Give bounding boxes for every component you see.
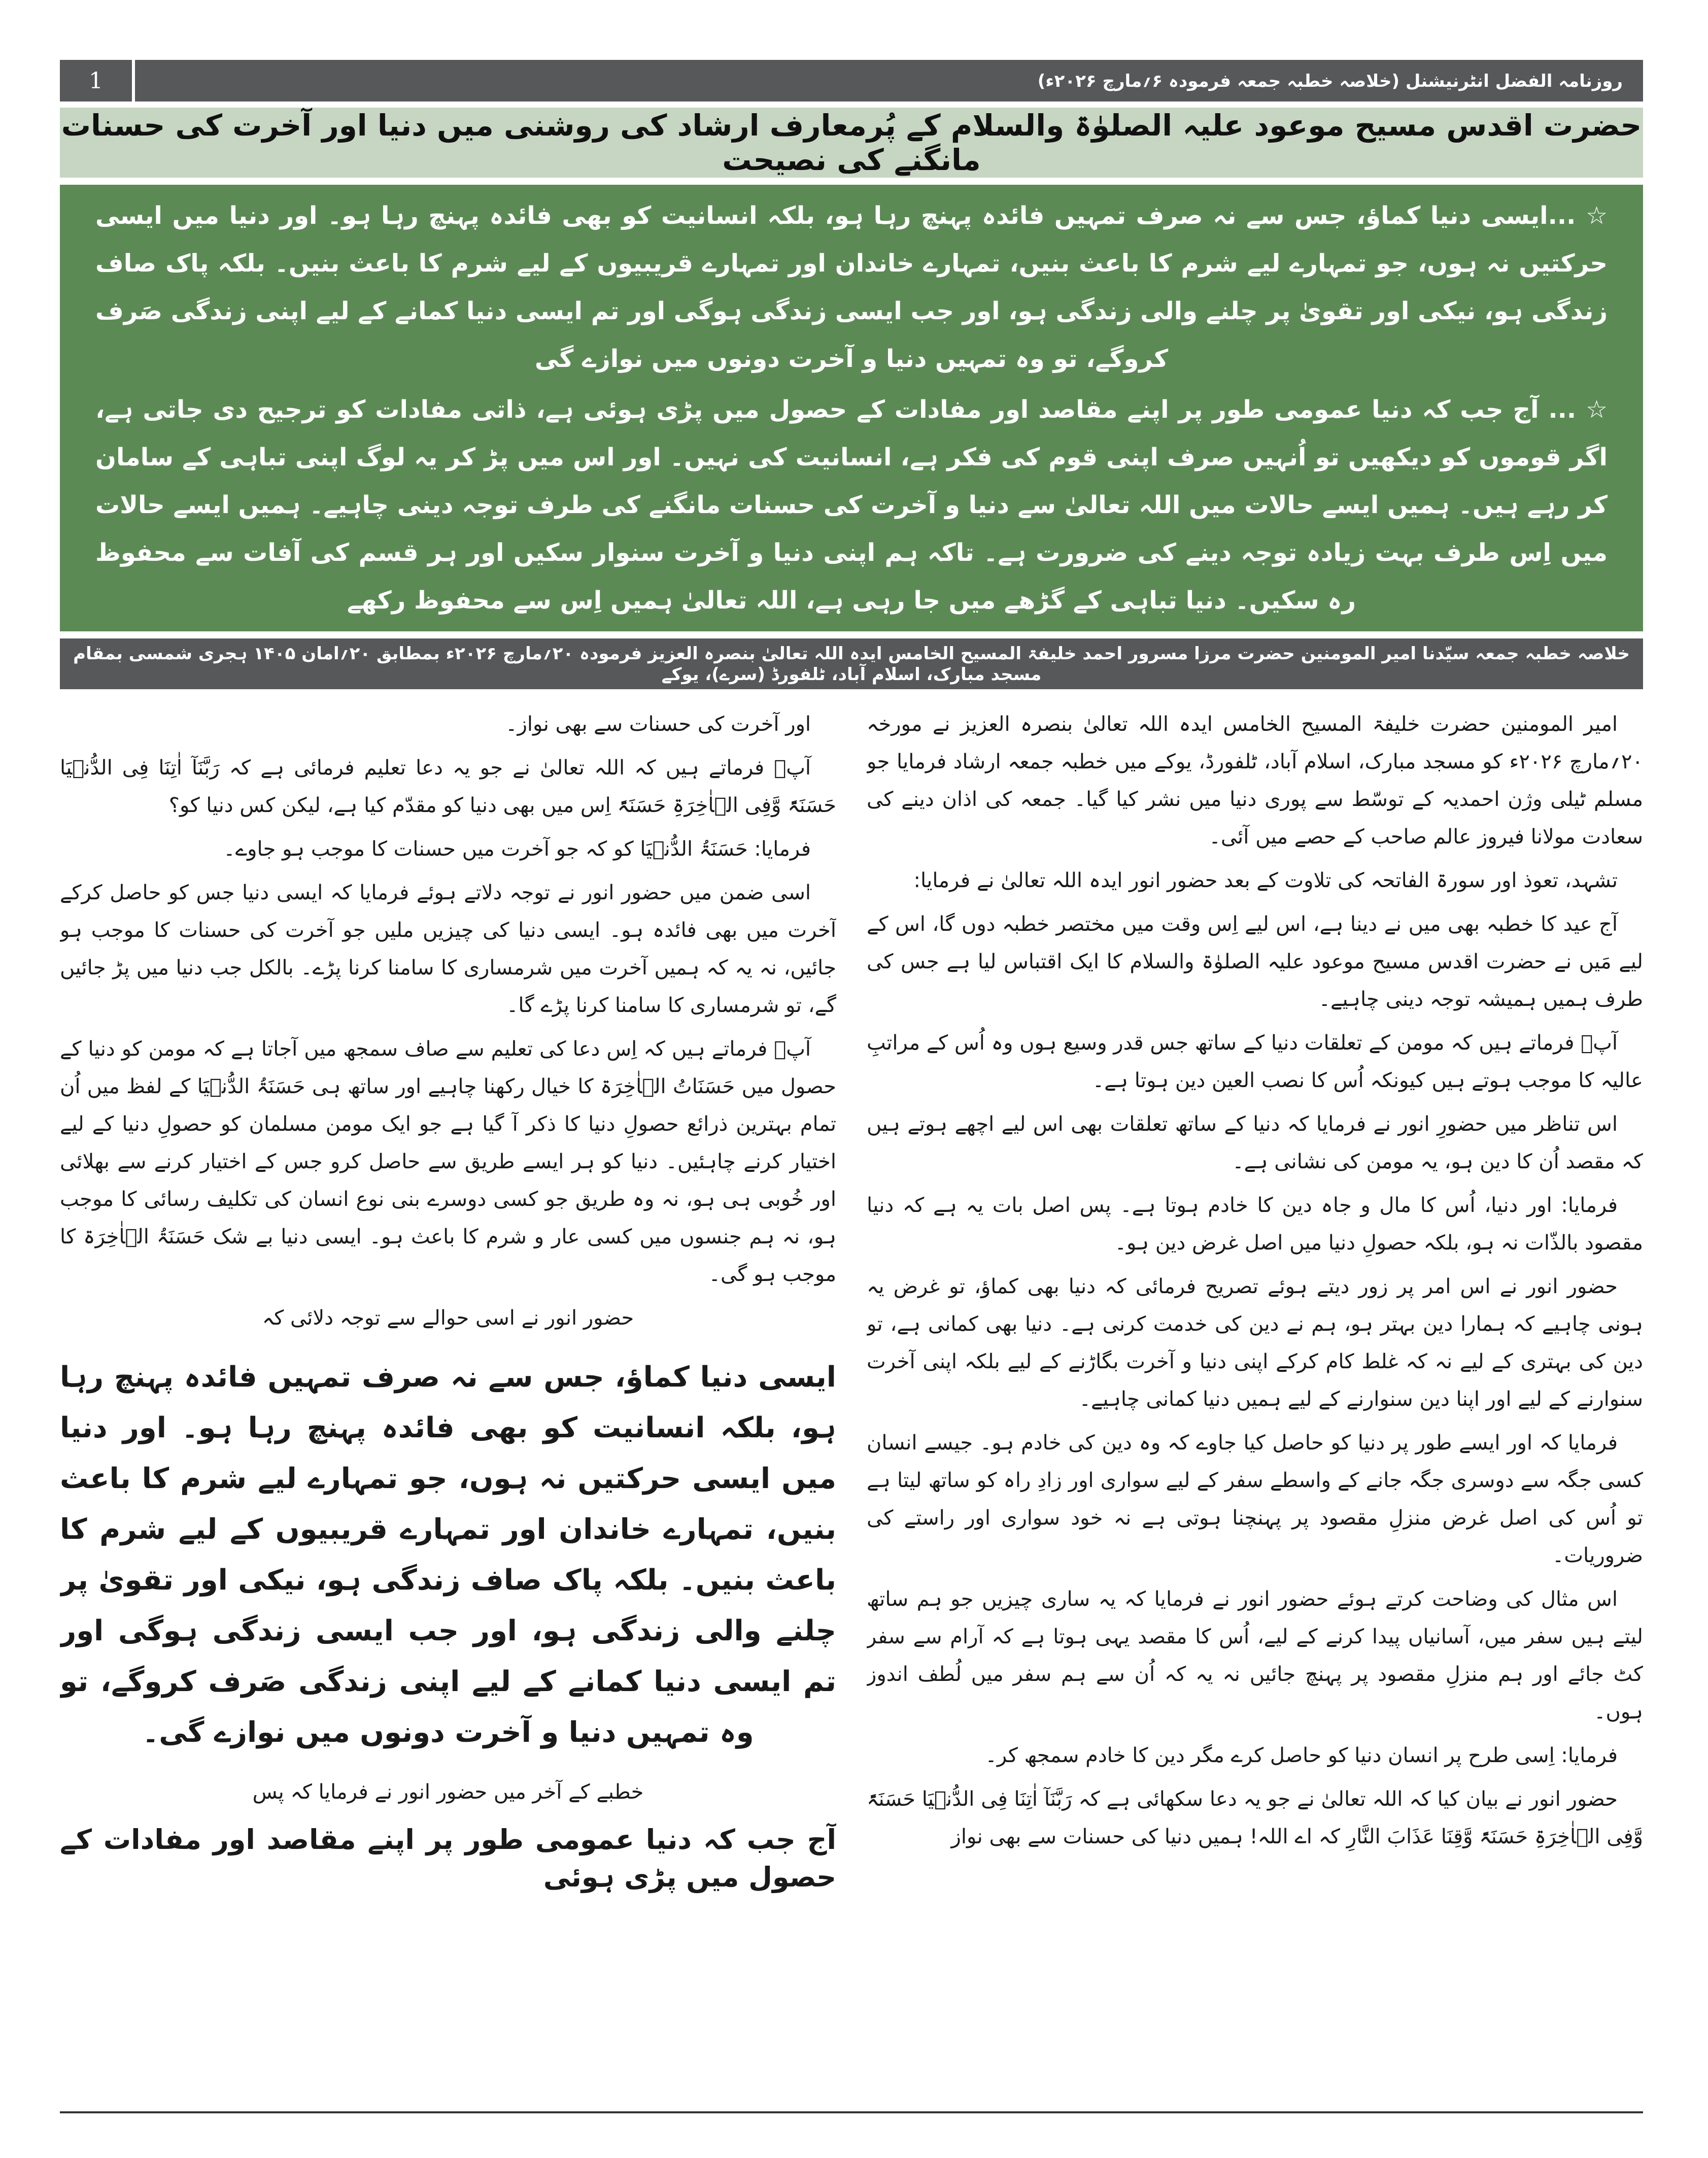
paragraph: فرمایا: اور دنیا، اُس کا مال و جاہ دین کا خادم ہوتا ہے۔ پس اصل بات یہ ہے کہ دنیا مقصود بالذّات نہ ہو، بلکہ حصولِ دنیا میں اصل غرض دین ہو۔ bbox=[867, 1194, 1643, 1255]
closing-lead: آج جب کہ دنیا عمومی طور پر اپنے مقاصد اور مفادات کے حصول میں پڑی ہوئی bbox=[60, 1824, 836, 1893]
highlight-box bbox=[60, 185, 1643, 631]
paragraph: اس تناظر میں حضورِ انور نے فرمایا کہ دنیا کے ساتھ تعلقات بھی اس لیے اچھے ہوتے ہیں کہ مقصد اُن کا دین ہو، یہ مومن کی نشانی ہے۔ bbox=[867, 1112, 1643, 1173]
paragraph: آپؑ فرماتے ہیں کہ اِس دعا کی تعلیم سے صاف سمجھ میں آجاتا ہے کہ مومن کو دنیا کے حصول میں حَسَنَاتُ الۡاٰخِرَۃ کا خیال رکھنا چاہیے اور ساتھ ہی حَسَنَۃُ الدُّنۡیَا کے لفظ میں اُن تمام بہترین ذرائع حصولِ دنیا کا ذکر آ گیا ہے جو ایک مومن مسلمان کو حصولِ دنیا کے لیے اختیار کرنے چاہئیں۔ دنیا کو ہر ایسے طریق سے حاصل کرو جس کے اختیار کرنے سے بھلائی اور خُوبی ہی ہو، نہ وہ طریق جو کسی دوسرے بنی نوع انسان کی تکلیف رسائی کا موجب ہو، نہ ہم جنسوں میں کسی عار و شرم کا باعث ہو۔ ایسی دنیا بے شک حَسَنَۃُ الۡاٰخِرَۃ کا موجب ہو گی۔ bbox=[60, 1037, 836, 1286]
closing-intro: خطبے کے آخر میں حضور انور نے فرمایا کہ پس bbox=[252, 1780, 644, 1804]
headline: حضرت اقدس مسیح موعود علیہ الصلوٰۃ والسلام کے پُرمعارف ارشاد کی روشنی میں دنیا اور آخرت کی حسنات مانگنے کی نصیحت bbox=[60, 108, 1643, 178]
paragraph: فرمایا کہ اور ایسے طور پر دنیا کو حاصل کیا جاوے کہ وہ دین کی خادم ہو۔ جیسے انسان کسی جگہ سے دوسری جگہ جانے کے واسطے سفر کے لیے سواری اور زادِ راہ کو ساتھ لیتا ہے تو اُس کی اصل غرض منزلِ مقصود پر پہنچنا ہوتی ہے نہ خود سواری اور راستے کی ضروریات۔ bbox=[867, 1431, 1643, 1567]
paragraph: اور آخرت کی حسنات سے بھی نواز۔ bbox=[505, 713, 811, 736]
paragraph: اس مثال کی وضاحت کرتے ہوئے حضور انور نے فرمایا کہ یہ ساری چیزیں جو ہم ساتھ لیتے ہیں سفر میں، آسانیاں پیدا کرنے کے لیے، اُس کا مقصد یہی ہوتا ہے کہ آرام سے سفر کٹ جائے اور ہم منزلِ مقصود پر پہنچ جائیں نہ یہ کہ اُن سے ہم سفر میں لُطف اندوز ہوں۔ bbox=[867, 1588, 1643, 1724]
left-column bbox=[60, 705, 836, 2086]
paragraph: امیر المومنین حضرت خلیفۃ المسیح الخامس ایدہ اللہ تعالیٰ بنصرہ العزیز نے مورخہ ۲۰؍مارچ ۲۰۲۶ء کو مسجد مبارک، اسلام آباد، ٹلفورڈ، یوکے میں خطبہ جمعہ ارشاد فرمایا جو مسلم ٹیلی وژن احمدیہ کے توسّط سے پوری دنیا میں نشر کیا گیا۔ جمعہ کی اذان دینے کی سعادت مولانا فیروز عالم صاحب کے حصے میں آئی۔ bbox=[867, 713, 1643, 849]
block-quote: ایسی دنیا کماؤ، جس سے نہ صرف تمہیں فائدہ پہنچ رہا ہو، بلکہ انسانیت کو بھی فائدہ پہنچ رہا ہو۔ اور دنیا میں ایسی حرکتیں نہ ہوں، جو تمہارے لیے شرم کا باعث بنیں، تمہارے خاندان اور تمہارے قریبیوں کے لیے شرم کا باعث بنیں۔ بلکہ پاک صاف زندگی ہو، نیکی اور تقویٰ پر چلنے والی زندگی ہو، اور جب ایسی زندگی ہوگی اور تم ایسی دنیا کمانے کے لیے اپنی زندگی صَرف کروگے، تو وہ تمہیں دنیا و آخرت دونوں میں نوازے گی۔ bbox=[60, 1361, 836, 1749]
paragraph: اسی ضمن میں حضور انور نے توجہ دلاتے ہوئے فرمایا کہ ایسی دنیا جس کو حاصل کرکے آخرت میں بھی فائدہ ہو۔ ایسی دنیا کی چیزیں ملیں جو آخرت کی حسنات کا موجب ہو جائیں، نہ یہ کہ ہمیں آخرت میں شرمساری کا سامنا کرنا پڑے۔ بالکل جب دنیا میں پڑ جائیں گے، تو شرمساری کا سامنا کرنا پڑے گا۔ bbox=[60, 881, 836, 1017]
paragraph: فرمایا: حَسَنَۃُ الدُّنۡیَا کو کہ جو آخرت میں حسنات کا موجب ہو جاوے۔ bbox=[223, 837, 811, 861]
sermon-summary-line: خلاصہ خطبہ جمعہ سیّدنا امیر المومنین حضرت مرزا مسرور احمد خلیفۃ المسیح الخامس ایدہ اللہ تعالیٰ بنصرہ العزیز فرمودہ ۲۰؍مارچ ۲۰۲۶ء بمطابق ۲۰؍امان ۱۴۰۵ ہجری شمسی بمقام مسجد مبارک، اسلام آباد، ٹلفورڈ (سرے)، یوکے bbox=[60, 638, 1643, 689]
masthead: روزنامہ الفضل انٹرنیشنل (خلاصہ خطبہ جمعہ فرمودہ ۶؍مارچ ۲۰۲۶ء) bbox=[1037, 71, 1623, 91]
highlight-paragraph-2: ☆ ... آج جب کہ دنیا عمومی طور پر اپنے مقاصد اور مفادات کے حصول میں پڑی ہوئی ہے، ذاتی مفادات کو ترجیح دی جاتی ہے، اگر قوموں کو دیکھیں تو اُنہیں صرف اپنی قوم کی فکر ہے، انسانیت کی نہیں۔ اور اس میں پڑ کر یہ لوگ اپنی تباہی کے سامان کر رہے ہیں۔ ہمیں ایسے حالات میں اللہ تعالیٰ سے دنیا و آخرت کی حسنات مانگنے کی طرف توجہ دینی چاہیے۔ ہمیں ایسے حالات میں اِس طرف بہت زیادہ توجہ دینے کی ضرورت ہے۔ تاکہ ہم اپنی دنیا و آخرت سنوار سکیں اور ہر قسم کی آفات سے محفوظ رہ سکیں۔ دنیا تباہی کے گڑھے میں جا رہی ہے، اللہ تعالیٰ ہمیں اِس سے محفوظ رکھے bbox=[95, 395, 1608, 615]
highlight-paragraph-1: ☆ ...ایسی دنیا کماؤ، جس سے نہ صرف تمہیں فائدہ پہنچ رہا ہو، بلکہ انسانیت کو بھی فائدہ پہنچ رہا ہو۔ اور دنیا میں ایسی حرکتیں نہ ہوں، جو تمہارے لیے شرم کا باعث بنیں، تمہارے خاندان اور تمہارے قریبیوں کے لیے شرم کا باعث بنیں۔ بلکہ پاک صاف زندگی ہو، نیکی اور تقویٰ پر چلنے والی زندگی ہو، اور جب ایسی زندگی ہوگی اور تم ایسی دنیا کمانے کے لیے اپنی زندگی صَرف کروگے، تو وہ تمہیں دنیا و آخرت دونوں میں نوازے گی bbox=[95, 201, 1608, 373]
paragraph: حضور انور نے بیان کیا کہ اللہ تعالیٰ نے جو یہ دعا سکھائی ہے کہ رَبَّنَآ اٰتِنَا فِی الدُّنۡیَا حَسَنَۃً وَّفِی الۡاٰخِرَۃِ حَسَنَۃً وَّقِنَا عَذَابَ النَّارِ کہ اے اللہ! ہمیں دنیا کی حسنات سے بھی نواز bbox=[867, 1788, 1643, 1848]
page-number: 1 bbox=[60, 60, 135, 102]
paragraph: تشہد، تعوذ اور سورۃ الفاتحہ کی تلاوت کے بعد حضور انور ایدہ اللہ تعالیٰ نے فرمایا: bbox=[913, 869, 1618, 892]
right-column bbox=[867, 705, 1643, 2086]
paragraph: آپؑ فرماتے ہیں کہ مومن کے تعلقات دنیا کے ساتھ جس قدر وسیع ہوں وہ اُس کے مراتبِ عالیہ کا موجب ہوتے ہیں کیونکہ اُس کا نصب العین دین ہوتا ہے۔ bbox=[867, 1031, 1643, 1092]
quote-intro: حضور انور نے اسی حوالے سے توجہ دلائی کہ bbox=[262, 1306, 634, 1330]
bottom-rule bbox=[60, 2111, 1643, 2113]
paragraph: حضور انور نے اس امر پر زور دیتے ہوئے تصریح فرمائی کہ دنیا بھی کماؤ، تو غرض یہ ہونی چاہیے کہ ہمارا دین بہتر ہو، ہم نے دین کی خدمت کرنی ہے۔ دنیا بھی کمانی ہے، تو دین کی بہتری کے لیے نہ کہ غلط کام کرکے اپنی دنیا و آخرت بگاڑنے کے لیے بلکہ اپنی آخرت سنوارنے کے لیے اور اپنا دین سنوارنے کے لیے ہمیں دنیا کمانی چاہیے۔ bbox=[867, 1275, 1643, 1411]
paragraph: آج عید کا خطبہ بھی میں نے دینا ہے، اس لیے اِس وقت میں مختصر خطبہ دوں گا، اس کے لیے مَیں نے حضرت اقدس مسیح موعود علیہ الصلوٰۃ والسلام کا ایک اقتباس لیا ہے جس کی طرف ہمیں ہمیشہ توجہ دینی چاہیے۔ bbox=[867, 913, 1643, 1011]
paragraph: آپؑ فرماتے ہیں کہ اللہ تعالیٰ نے جو یہ دعا تعلیم فرمائی ہے کہ رَبَّنَآ اٰتِنَا فِی الدُّنۡیَا حَسَنَۃً وَّفِی الۡاٰخِرَۃِ حَسَنَۃً اِس میں بھی دنیا کو مقدّم کیا ہے، لیکن کس دنیا کو؟ bbox=[60, 756, 836, 817]
paragraph: فرمایا: اِسی طرح پر انسان دنیا کو حاصل کرے مگر دین کا خادم سمجھ کر۔ bbox=[985, 1744, 1618, 1767]
top-bar bbox=[60, 60, 1643, 102]
